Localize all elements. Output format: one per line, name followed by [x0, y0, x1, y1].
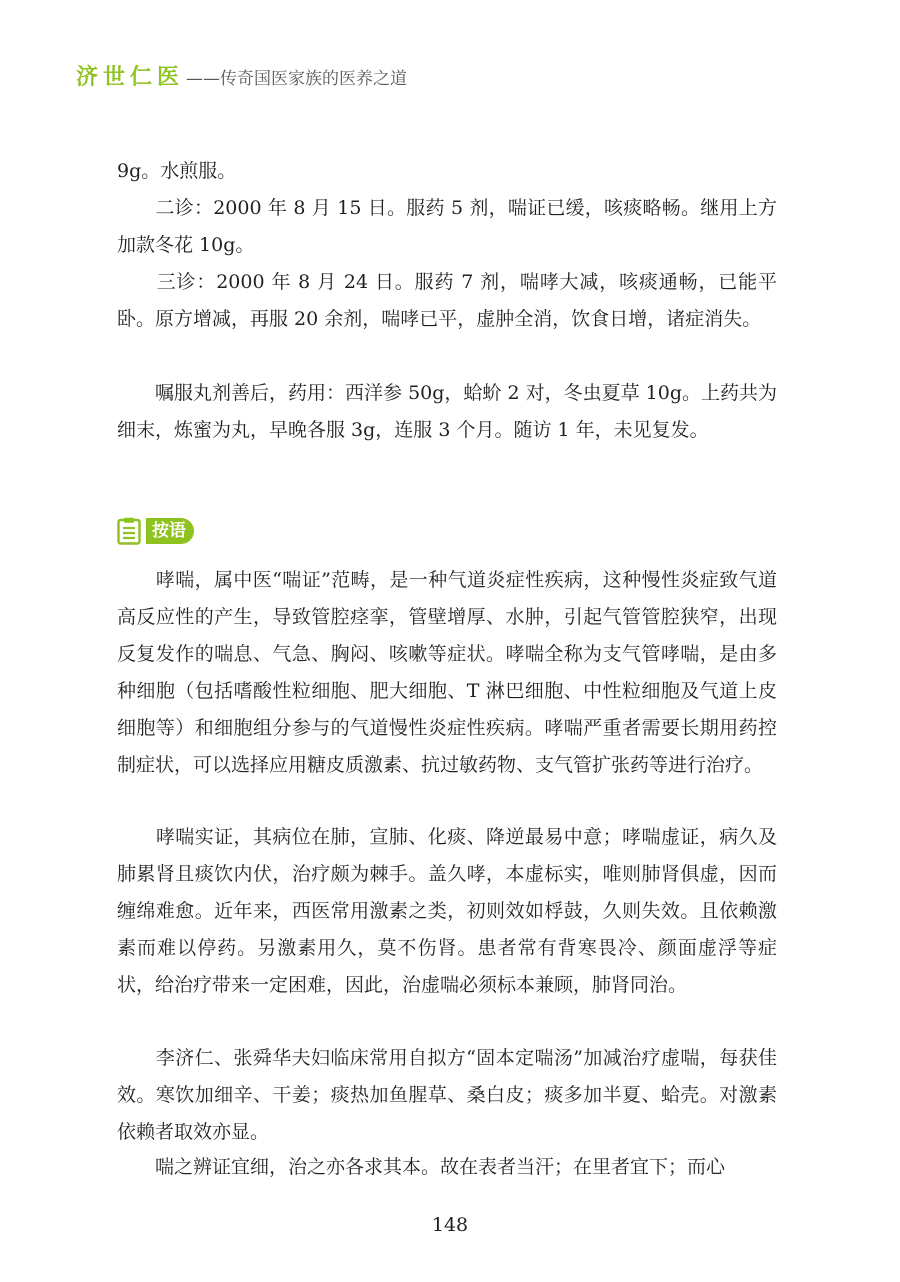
- commentary-paragraph: 李济仁、张舜华夫妇临床常用自拟方“固本定喘汤”加减治疗虚喘，每获佳效。寒饮加细辛、干姜；痰热加鱼腥草、桑白皮；痰多加半夏、蛤壳。对激素依赖者取效亦显。: [117, 1047, 777, 1143]
- running-header: [76, 60, 407, 91]
- commentary-paragraph: 哮喘实证，其病位在肺，宣肺、化痰、降逆最易中意；哮喘虚证，病久及肺累肾且痰饮内伏，治疗颇为棘手。盖久哮，本虚标实，唯则肺肾俱虚，因而缠绵难愈。近年来，西医常用激素之类，初则效如桴鼓，久则失效。且依赖激素而难以停药。另激素用久，莫不伤肾。患者常有背寒畏冷、颜面虚浮等症状，给治疗带来一定困难，因此，治虚喘必须标本兼顾，肺肾同治。: [117, 826, 777, 996]
- commentary-paragraph: 喘之辨证宜细，治之亦各求其本。故在表者当汗；在里者宜下；而心: [117, 1156, 726, 1178]
- case-paragraph: 嘱服丸剂善后，药用：西洋参 50g，蛤蚧 2 对，冬虫夏草 10g。上药共为细末，炼蜜为丸，早晚各服 3g，连服 3 个月。随访 1 年，未见复发。: [117, 382, 777, 441]
- clipboard-icon: [117, 517, 141, 545]
- commentary-label: 按语: [146, 518, 194, 544]
- case-paragraph: 二诊：2000 年 8 月 15 日。服药 5 剂，喘证已缓，咳痰略畅。继用上方加款冬花 10g。: [117, 197, 777, 256]
- page-number: 148: [431, 1214, 469, 1236]
- book-subtitle: ——传奇国医家族的医养之道: [186, 69, 408, 89]
- case-paragraph: 三诊：2000 年 8 月 24 日。服药 7 剂，喘哮大减，咳痰通畅，已能平卧。原方增减，再服 20 余剂，喘哮已平，虚肿全消，饮食日增，诸症消失。: [117, 271, 777, 330]
- case-paragraph: 9g。水煎服。: [117, 160, 237, 182]
- book-title: 济世仁医: [76, 65, 185, 90]
- commentary-heading: [117, 516, 194, 546]
- commentary-paragraph: 哮喘，属中医“喘证”范畴，是一种气道炎症性疾病，这种慢性炎症致气道高反应性的产生，导致管腔痉挛，管壁增厚、水肿，引起气管管腔狭窄，出现反复发作的喘息、气急、胸闷、咳嗽等症状。哮喘全称为支气管哮喘，是由多种细胞（包括嗜酸性粒细胞、肥大细胞、T 淋巴细胞、中性粒细胞及气道上皮细胞等）和细胞组分参与的气道慢性炎症性疾病。哮喘严重者需要长期用药控制症状，可以选择应用糖皮质激素、抗过敏药物、支气管扩张药等进行治疗。: [117, 569, 777, 776]
